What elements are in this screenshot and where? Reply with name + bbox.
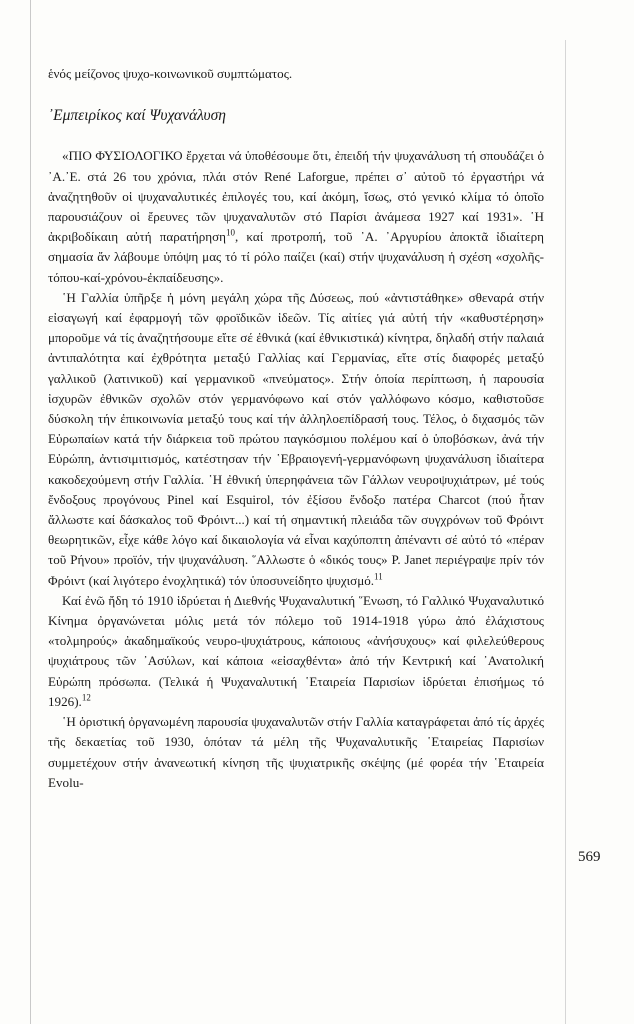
paragraph-1 bbox=[48, 146, 544, 287]
lead-line: ἑνός μείζονος ψυχο-κοινωνικοῦ συμπτώματος. bbox=[48, 66, 293, 81]
footnote-ref-12[interactable]: 12 bbox=[81, 692, 91, 703]
paragraph-4 bbox=[48, 712, 544, 793]
paragraph-text: «ΠΙΟ ΦΥΣΙΟΛΟΓΙΚΟ ἔρχεται νά ὑποθέσουμε ὅτι, ἐπειδή τήν ψυχανάλυση τή σπουδάζει ὁ ᾿Α.᾿Ε. στά 26 του χρόνια, πλάι στόν René Laforgue, πρέπει σ᾿ αὐτοῦ τό ἐργαστήρι νά ἀναζητηθοῦν οἱ ψυχαναλυτικές ἐπιλογές του, καί ἀκόμη, ἴσως, στό γενικό κλίμα τό ὁποῖο παρουσιάζουν οἱ ἔρευνες τῶν ψυχαναλυτῶν στό Παρίσι ἀνάμεσα 1927 καί 1931». ῾Η ἀκριβοδίκαιη αὐτή παρατήρηση bbox=[48, 148, 544, 245]
binding-edge-line bbox=[30, 0, 31, 1024]
body-text bbox=[48, 64, 544, 793]
paragraph-3 bbox=[48, 591, 544, 712]
paragraph-text: ῾Η Γαλλία ὑπῆρξε ἡ μόνη μεγάλη χώρα τῆς Δύσεως, πού «ἀντιστάθηκε» σθεναρά στήν εἰσαγωγή καί ἐφαρμογή τῶν φροϊδικῶν ἰδεῶν. Τίς αἰτίες γιά αὐτή τήν «καθυστέρηση» μποροῦμε νά τίς ἀναζητήσουμε εἴτε σέ ἐθνικά (καί ἐθνικιστικά) κίνητρα, δηλαδή στήν παλαιά ἀντιπαλότητα καί ἐχθρότητα μεταξύ Γαλλίας καί Γερμανίας, εἴτε στίς διαφορές μεταξύ γαλλικοῦ (λατινικοῦ) καί γερμανικοῦ «πνεύματος». Στήν ὁποία περίπτωση, ἡ παρουσία ἰσχυρῶν ἐθνικῶν σχολῶν στόν γερμανόφωνο καί στόν γαλλόφωνο κόσμο, καθιστοῦσε δύσκολη τήν ἐπικοινωνία μεταξύ τους καί τήν ἀλληλοεπίδρασή τους. Τέλος, ὁ διχασμός τῶν Εὐρωπαίων κατά τήν διάρκεια τοῦ πρώτου παγκόσμιου πολέμου καί ὁ ὑποβόσκων, ἀνά τήν Εὐρώπη, ἀντισιμιτισμός, κατέστησαν τήν ῾Εβραιογενή-γερμανόφωνη ψυχανάλυση ἰδιαίτερα κακοδεχούμενη στήν Γαλλία. ῾Η ἐθνική ὑπερηφάνεια τῶν Γάλλων νευροψυχιάτρων, μέ τούς ἔνδοξους προγόνους Pinel καί Esquirol, τόν ἐξίσου ἔνδοξο πατέρα Charcot (πού ἦταν ἄλλωστε καί δάσκαλος τοῦ Φρόιντ...) καί τή σημαντική πλειάδα τῶν συγχρόνων τοῦ Φρόιντ θεωρητικῶν, εἶχε κάθε λόγο καί δικαιολογία νά εἶναι καχύποπτη ἀπέναντι σέ αὐτό τό «πέραν τοῦ Ρήνου» προϊόν, τήν ψυχανάλυση. ῞Αλλωστε ὁ «δικός τους» P. Janet περιέγραψε πρίν τόν Φρόιντ (καί λιγότερο ἐνοχλητικά) τόν ὑποσυνείδητο ψυχισμό. bbox=[48, 289, 544, 588]
paragraph-2 bbox=[48, 288, 544, 591]
section-title: ᾿Εμπειρίκος καί Ψυχανάλυση bbox=[48, 107, 227, 125]
footnote-ref-11[interactable]: 11 bbox=[374, 571, 383, 582]
right-margin-line bbox=[565, 40, 566, 1024]
paragraph-text: ῾Η ὁριστική ὀργανωμένη παρουσία ψυχαναλυτῶν στήν Γαλλία καταγράφεται ἀπό τίς ἀρχές τῆς δεκαετίας τοῦ 1930, ὁπόταν τά μέλη τῆς Ψυχαναλυτικῆς ῾Εταιρείας Παρισίων συμμετέχουν στήν ἀνανεωτική κίνηση τῆς ψυχιατρικῆς σκέψης (μέ φορέα τήν ῾Εταιρεία Evolu- bbox=[48, 714, 544, 790]
paragraph-text: , καί προτροπή, τοῦ ᾿Α. ᾿Αργυρίου ἀποκτᾶ ἰδιαίτερη σημασία ἄν λάβουμε ὑπόψη μας τό τί ρόλο παίζει (καί) στήν ψυχανάλυση ἡ σχέση «σχολῆς-τόπου-καί-χρόνου-ἐκπαίδευσης». bbox=[48, 229, 544, 285]
page-number: 569 bbox=[578, 849, 601, 865]
footnote-ref-10[interactable]: 10 bbox=[226, 227, 235, 238]
paragraph-text: Καί ἐνῶ ἤδη τό 1910 ἱδρύεται ἡ Διεθνής Ψυχαναλυτική ῞Ενωση, τό Γαλλικό Ψυχαναλυτικό Κίνημα ὀργανώνεται μόλις μετά τόν πόλεμο τοῦ 1914-1918 γύρω ἀπό ἐλάχιστους «τολμηρούς» ἀκαδημαϊκούς νευρο-ψυχιάτρους, κάποιους «ἀνήσυχους» καί φιλελεύθερους ψυχιάτρους τῶν ᾿Ασύλων, καί κάποια «εἰσαχθέντα» ἀπό τήν Κεντρική καί ᾿Ανατολική Εὐρώπη πρόσωπα. (Τελικά ἡ Ψυχαναλυτική ῾Εταιρεία Παρισίων ἱδρύεται ἐπισήμως τό 1926). bbox=[48, 592, 544, 709]
